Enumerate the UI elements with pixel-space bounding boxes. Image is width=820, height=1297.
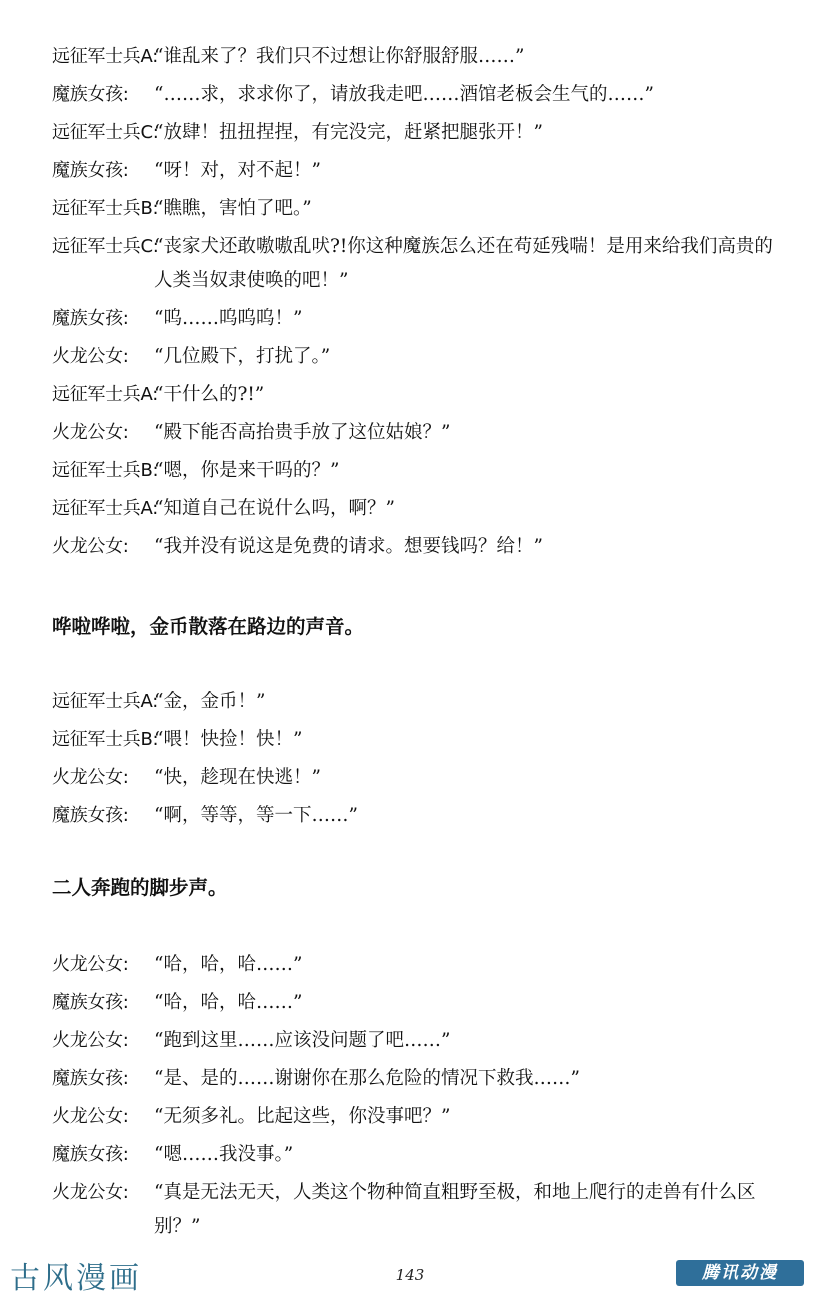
dialogue-line [52, 761, 782, 799]
speaker: 远征军士兵B: [52, 729, 159, 750]
narration-coins: 哗啦哗啦，金币散落在路边的声音。 [52, 615, 365, 638]
line-text: “谁乱来了？我们只不过想让你舒服舒服……” [154, 46, 525, 67]
dialogue-line [52, 799, 782, 837]
dialogue-line [52, 1024, 782, 1062]
narration-footsteps: 二人奔跑的脚步声。 [52, 876, 228, 899]
dialogue-line [52, 986, 782, 1024]
line-text: “我并没有说这是免费的请求。想要钱吗？给！” [154, 536, 543, 557]
dialogue-block-3 [52, 948, 782, 1248]
dialogue-line [52, 78, 782, 116]
dialogue-line [52, 302, 782, 340]
speaker: 火龙公女: [52, 767, 129, 788]
speaker: 远征军士兵B: [52, 460, 159, 481]
line-text: “知道自己在说什么吗，啊？” [154, 498, 395, 519]
speaker: 远征军士兵A: [52, 691, 158, 712]
line-text: “无须多礼。比起这些，你没事吧？” [154, 1106, 451, 1127]
dialogue-line [52, 948, 782, 986]
line-text: “呜……呜呜呜！” [154, 308, 303, 329]
speaker: 远征军士兵A: [52, 384, 158, 405]
speaker: 火龙公女: [52, 1182, 129, 1203]
dialogue-line [52, 40, 782, 78]
dialogue-line [52, 454, 782, 492]
dialogue-line [52, 1100, 782, 1138]
line-text: “哈，哈，哈……” [154, 954, 303, 975]
line-text: “真是无法无天，人类这个物种简直粗野至极，和地上爬行的走兽有什么区别？” [154, 1182, 756, 1237]
line-text: “哈，哈，哈……” [154, 992, 303, 1013]
line-text: “嗯……我没事。” [154, 1144, 294, 1165]
speaker: 火龙公女: [52, 954, 129, 975]
dialogue-block-1 [52, 40, 782, 568]
line-text: “快，趁现在快逃！” [154, 767, 321, 788]
line-text: “殿下能否高抬贵手放了这位姑娘？” [154, 422, 451, 443]
line-text: “干什么的?!” [154, 384, 265, 405]
speaker: 魔族女孩: [52, 308, 129, 329]
speaker: 魔族女孩: [52, 160, 129, 181]
speaker: 魔族女孩: [52, 84, 129, 105]
line-text: “几位殿下，打扰了。” [154, 346, 331, 367]
line-text: “啊，等等，等一下……” [154, 805, 358, 826]
dialogue-line [52, 685, 782, 723]
publisher-logo: 腾讯动漫 [676, 1260, 804, 1286]
speaker: 远征军士兵B: [52, 198, 159, 219]
line-text: “瞧瞧，害怕了吧。” [154, 198, 312, 219]
line-text: “是、是的……谢谢你在那么危险的情况下救我……” [154, 1068, 580, 1089]
speaker: 火龙公女: [52, 346, 129, 367]
dialogue-block-2 [52, 685, 782, 837]
dialogue-line [52, 492, 782, 530]
dialogue-line [52, 723, 782, 761]
speaker: 魔族女孩: [52, 992, 129, 1013]
dialogue-line [52, 154, 782, 192]
speaker: 远征军士兵A: [52, 498, 158, 519]
speaker: 魔族女孩: [52, 1068, 129, 1089]
watermark-text: 古风漫画 [10, 1261, 142, 1296]
line-text: “金，金币！” [154, 691, 266, 712]
line-text: “呀！对，对不起！” [154, 160, 321, 181]
speaker: 魔族女孩: [52, 1144, 129, 1165]
speaker: 火龙公女: [52, 422, 129, 443]
page-number: 143 [395, 1266, 425, 1284]
dialogue-line [52, 230, 782, 302]
dialogue-line [52, 192, 782, 230]
line-text: “跑到这里……应该没问题了吧……” [154, 1030, 451, 1051]
line-text: “放肆！扭扭捏捏，有完没完，赶紧把腿张开！” [154, 122, 543, 143]
dialogue-line [52, 116, 782, 154]
dialogue-line [52, 1176, 782, 1248]
dialogue-line [52, 416, 782, 454]
dialogue-line [52, 1062, 782, 1100]
dialogue-line [52, 378, 782, 416]
speaker: 远征军士兵A: [52, 46, 158, 67]
line-text: “嗯，你是来干吗的？” [154, 460, 340, 481]
speaker: 火龙公女: [52, 1106, 129, 1127]
speaker: 远征军士兵C: [52, 122, 159, 143]
dialogue-line [52, 530, 782, 568]
line-text: “喂！快捡！快！” [154, 729, 303, 750]
line-text: “……求，求求你了，请放我走吧……酒馆老板会生气的……” [154, 84, 654, 105]
line-text: “丧家犬还敢嗷嗷乱吠?!你这种魔族怎么还在苟延残喘！是用来给我们高贵的人类当奴隶使唤的吧！” [154, 236, 773, 291]
speaker: 魔族女孩: [52, 805, 129, 826]
speaker: 火龙公女: [52, 536, 129, 557]
dialogue-line [52, 340, 782, 378]
dialogue-line [52, 1138, 782, 1176]
speaker: 火龙公女: [52, 1030, 129, 1051]
speaker: 远征军士兵C: [52, 236, 159, 257]
